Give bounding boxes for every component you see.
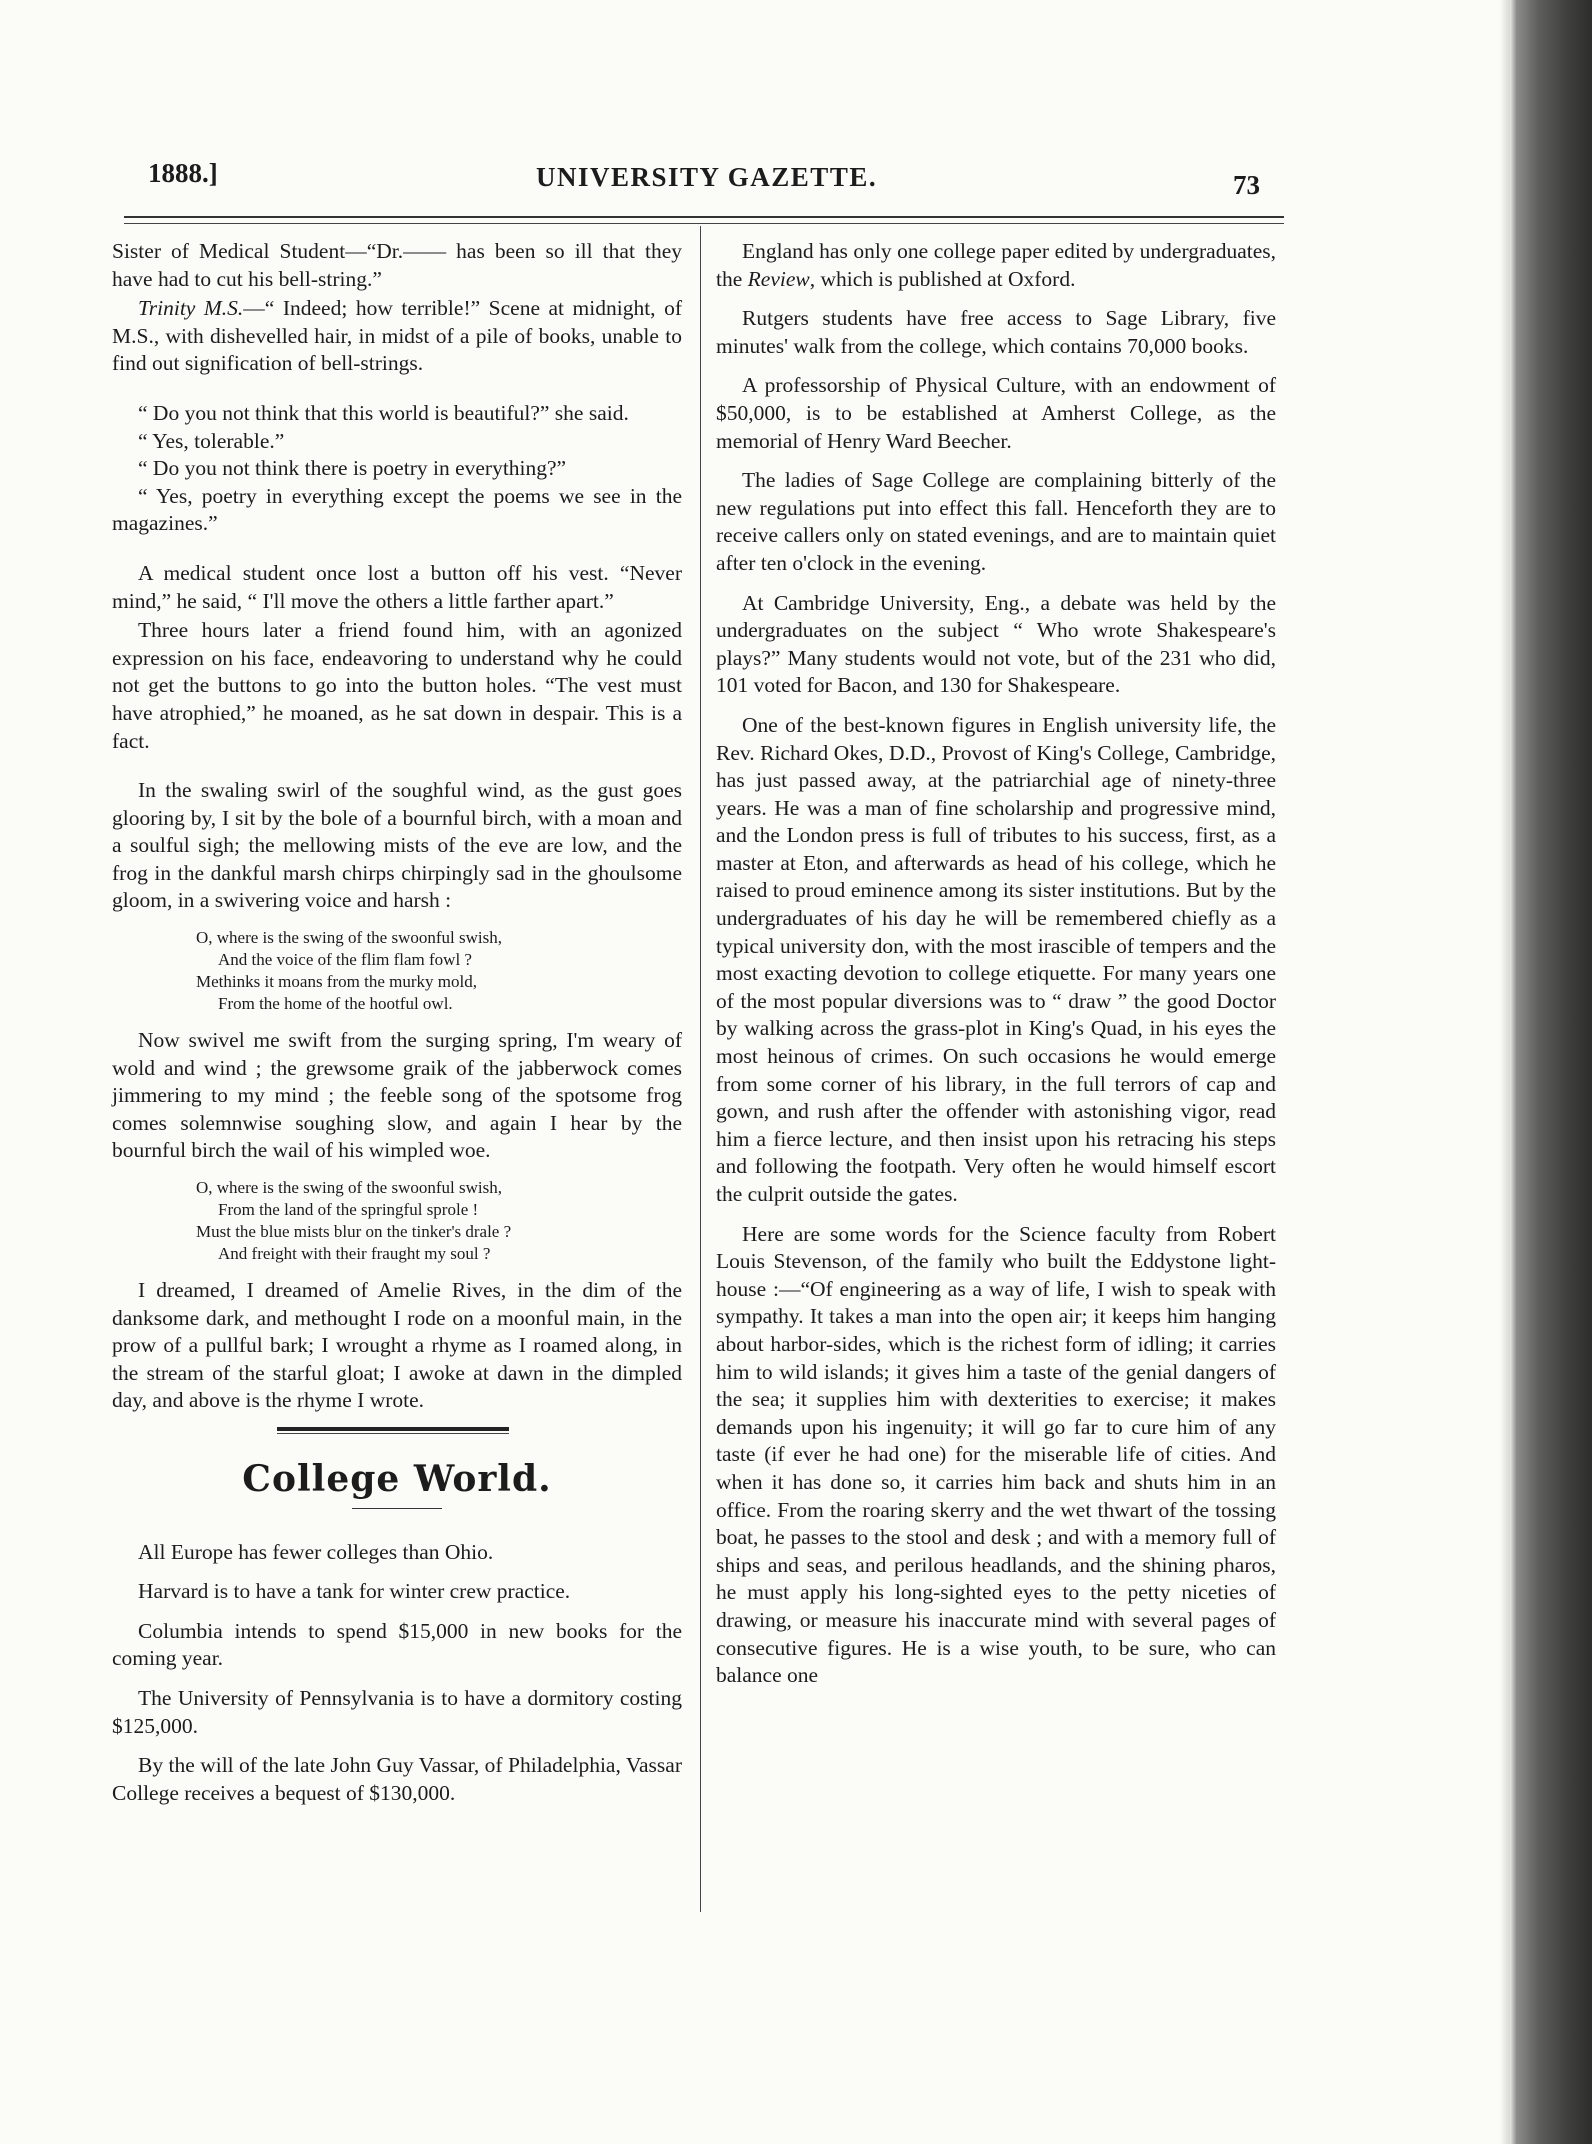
paragraph: Sister of Medical Student—“Dr.—— has been so ill that they have had to cut his bell-string.” [112,239,682,291]
paragraph-text: England has only one college paper edited by undergraduates, the [716,239,1276,291]
section-title-rule [352,1508,442,1509]
page-edge-shadow [1500,0,1510,2144]
news-item: Columbia intends to spend $15,000 in new books for the coming year. [112,1618,682,1671]
section-title: College World. [242,1458,552,1500]
news-item: Rutgers students have free access to Sage Library, five minutes' walk from the college, which contains 70,000 books. [716,306,1276,358]
paragraph [112,295,682,378]
paragraph-text: , which is published at Oxford. [809,266,1076,291]
verse-line: O, where is the swing of the swoonful swish, [196,928,502,948]
header-rule [124,216,1284,218]
header-title: UNIVERSITY GAZETTE. [536,162,878,192]
right-column [716,238,1276,1702]
paragraph-text: —“ Indeed; how terrible!” Scene at midnight, of M.S., with dishevelled hair, in midst of a pile of books, unable to find out signification of bell-strings. [112,296,682,376]
book-spine [1510,0,1592,2144]
verse-line: Must the blue mists blur on the tinker's drale ? [196,1222,512,1242]
paragraph: “ Do you not think that this world is beautiful?” she said. [138,400,629,425]
news-item: One of the best-known figures in English university life, the Rev. Richard Okes, D.D., Provost of King's College, Cambridge, has just passed away, at the patriarchial age of ninety-three years. He was a man of fine scholarship and progressive mind, and the London press is full of tributes to his success, first, as a master at Eton, and afterwards as head of his college, which he raised to proud eminence among its sister institutions. But by the undergraduates of his day he will be remembered chiefly as a typical university don, with the most irascible of tempers and the most exacting devotion to college etiquette. For many years one of the most popular diversions was to “ draw ” the good Doctor by walking across the grass-plot in King's Quad, in his eyes the most heinous of crimes. On such occasions he would emerge from some corner of his library, in the full terrors of cap and gown, and rush after the offender with astonishing vigor, read him a fierce lecture, and then insist upon his retracing his steps and following the footpath. Very often he would himself escort the culprit outside the gates. [716,712,1276,1206]
news-item: The ladies of Sage College are complaining bitterly of the new regulations put into effect this fall. Henceforth they are to receive callers only on stated evenings, and are to maintain quiet after ten o'clock in the evening. [716,468,1276,575]
column-divider [700,226,701,1912]
verse-line: And freight with their fraught my soul ? [218,1244,491,1264]
verse [196,927,682,1015]
page-number: 73 [1233,170,1260,200]
running-header [148,158,1280,208]
header-rule-thin [124,223,1284,224]
verse-line: From the home of the hootful owl. [218,994,453,1014]
verse-line: From the land of the springful sprole ! [218,1200,479,1220]
news-item: Here are some words for the Science faculty from Robert Louis Stevenson, of the family who built the Eddystone light-house :—“Of engineering as a way of life, I wish to speak with sympathy. It takes a man into the open air; it keeps him hanging about harbor-sides, which is the richest form of idling; it carries him to wild islands; it gives him a taste of the genial dangers of the sea; it supplies him with dexterities to exercise; it makes demands upon his ingenuity; it will go far to cure him of any taste (if ever he had one) for the miserable life of cities. And when it has done so, it carries him back and shuts him in an office. From the roaring skerry and the wet thwart of the tossing boat, he passes to the stool and desk ; and with a memory full of ships and seas, and perilous headlands, and the shining pharos, he must apply his long-sighted eyes to the petty niceties of drawing, or measure his inaccurate mind with several pages of consecutive figures. He is a wise youth, to be sure, who can balance one [716,1221,1276,1688]
news-item: A professorship of Physical Culture, with an endowment of $50,000, is to be established at Amherst College, as the memorial of Henry Ward Beecher. [716,373,1276,453]
verse-line: O, where is the swing of the swoonful swish, [196,1178,502,1198]
publication-name: Review [747,266,810,291]
news-item [716,238,1276,293]
paragraph: I dreamed, I dreamed of Amelie Rives, in the dim of the danksome dark, and methought I rode on a moonful main, in the prow of a pullful bark; I wrought a rhyme as I roamed along, in the stream of the starful gloat; I awoke at dawn in the dimpled day, and above is the rhyme I wrote. [112,1278,682,1413]
news-item: All Europe has fewer colleges than Ohio. [138,1539,494,1564]
news-item: By the will of the late John Guy Vassar, of Philadelphia, Vassar College receives a bequest of $130,000. [112,1753,682,1805]
header-date: 1888.] [148,158,218,188]
news-item: At Cambridge University, Eng., a debate was held by the undergraduates on the subject “ Who wrote Shakespeare's plays?” Many students would not vote, but of the 231 who did, 101 voted for Bacon, and 130 for Shakespeare. [716,590,1276,698]
left-column [112,238,682,1819]
paragraph: Three hours later a friend found him, with an agonized expression on his face, endeavoring to understand why he could not get the buttons to go into the button holes. “The vest must have atrophied,” he moaned, as he sat down in despair. This is a fact. [112,618,682,753]
paragraph: “ Yes, poetry in everything except the poems we see in the magazines.” [112,483,682,536]
paragraph: A medical student once lost a button off his vest. “Never mind,” he said, “ I'll move the others a little farther apart.” [112,560,682,613]
paragraph: Now swivel me swift from the surging spring, I'm weary of wold and wind ; the grewsome graik of the jabberwock comes jimmering to my mind ; the feeble song of the spotsome frog comes solemnwise soughing slow, and again I hear by the bournful birch the wail of his wimpled woe. [112,1028,682,1163]
paragraph: “ Yes, tolerable.” [138,428,285,453]
paragraph: “ Do you not think there is poetry in everything?” [138,456,567,481]
paragraph: In the swaling swirl of the soughful wind, as the gust goes glooring by, I sit by the bole of a bournful birch, with a moan and a soulful sigh; the mellowing mists of the eve are low, and the frog in the dankful marsh chirps chirpingly sad in the ghoulsome gloom, in a swivering voice and harsh : [112,778,682,913]
verse-line: Methinks it moans from the murky mold, [196,972,477,992]
section-separator [277,1427,509,1434]
verse [196,1177,682,1265]
news-item: The University of Pennsylvania is to have a dormitory costing $125,000. [112,1685,682,1738]
speaker-label: Trinity M.S. [138,296,244,321]
news-item: Harvard is to have a tank for winter crew practice. [138,1579,571,1604]
verse-line: And the voice of the flim flam fowl ? [218,950,472,970]
